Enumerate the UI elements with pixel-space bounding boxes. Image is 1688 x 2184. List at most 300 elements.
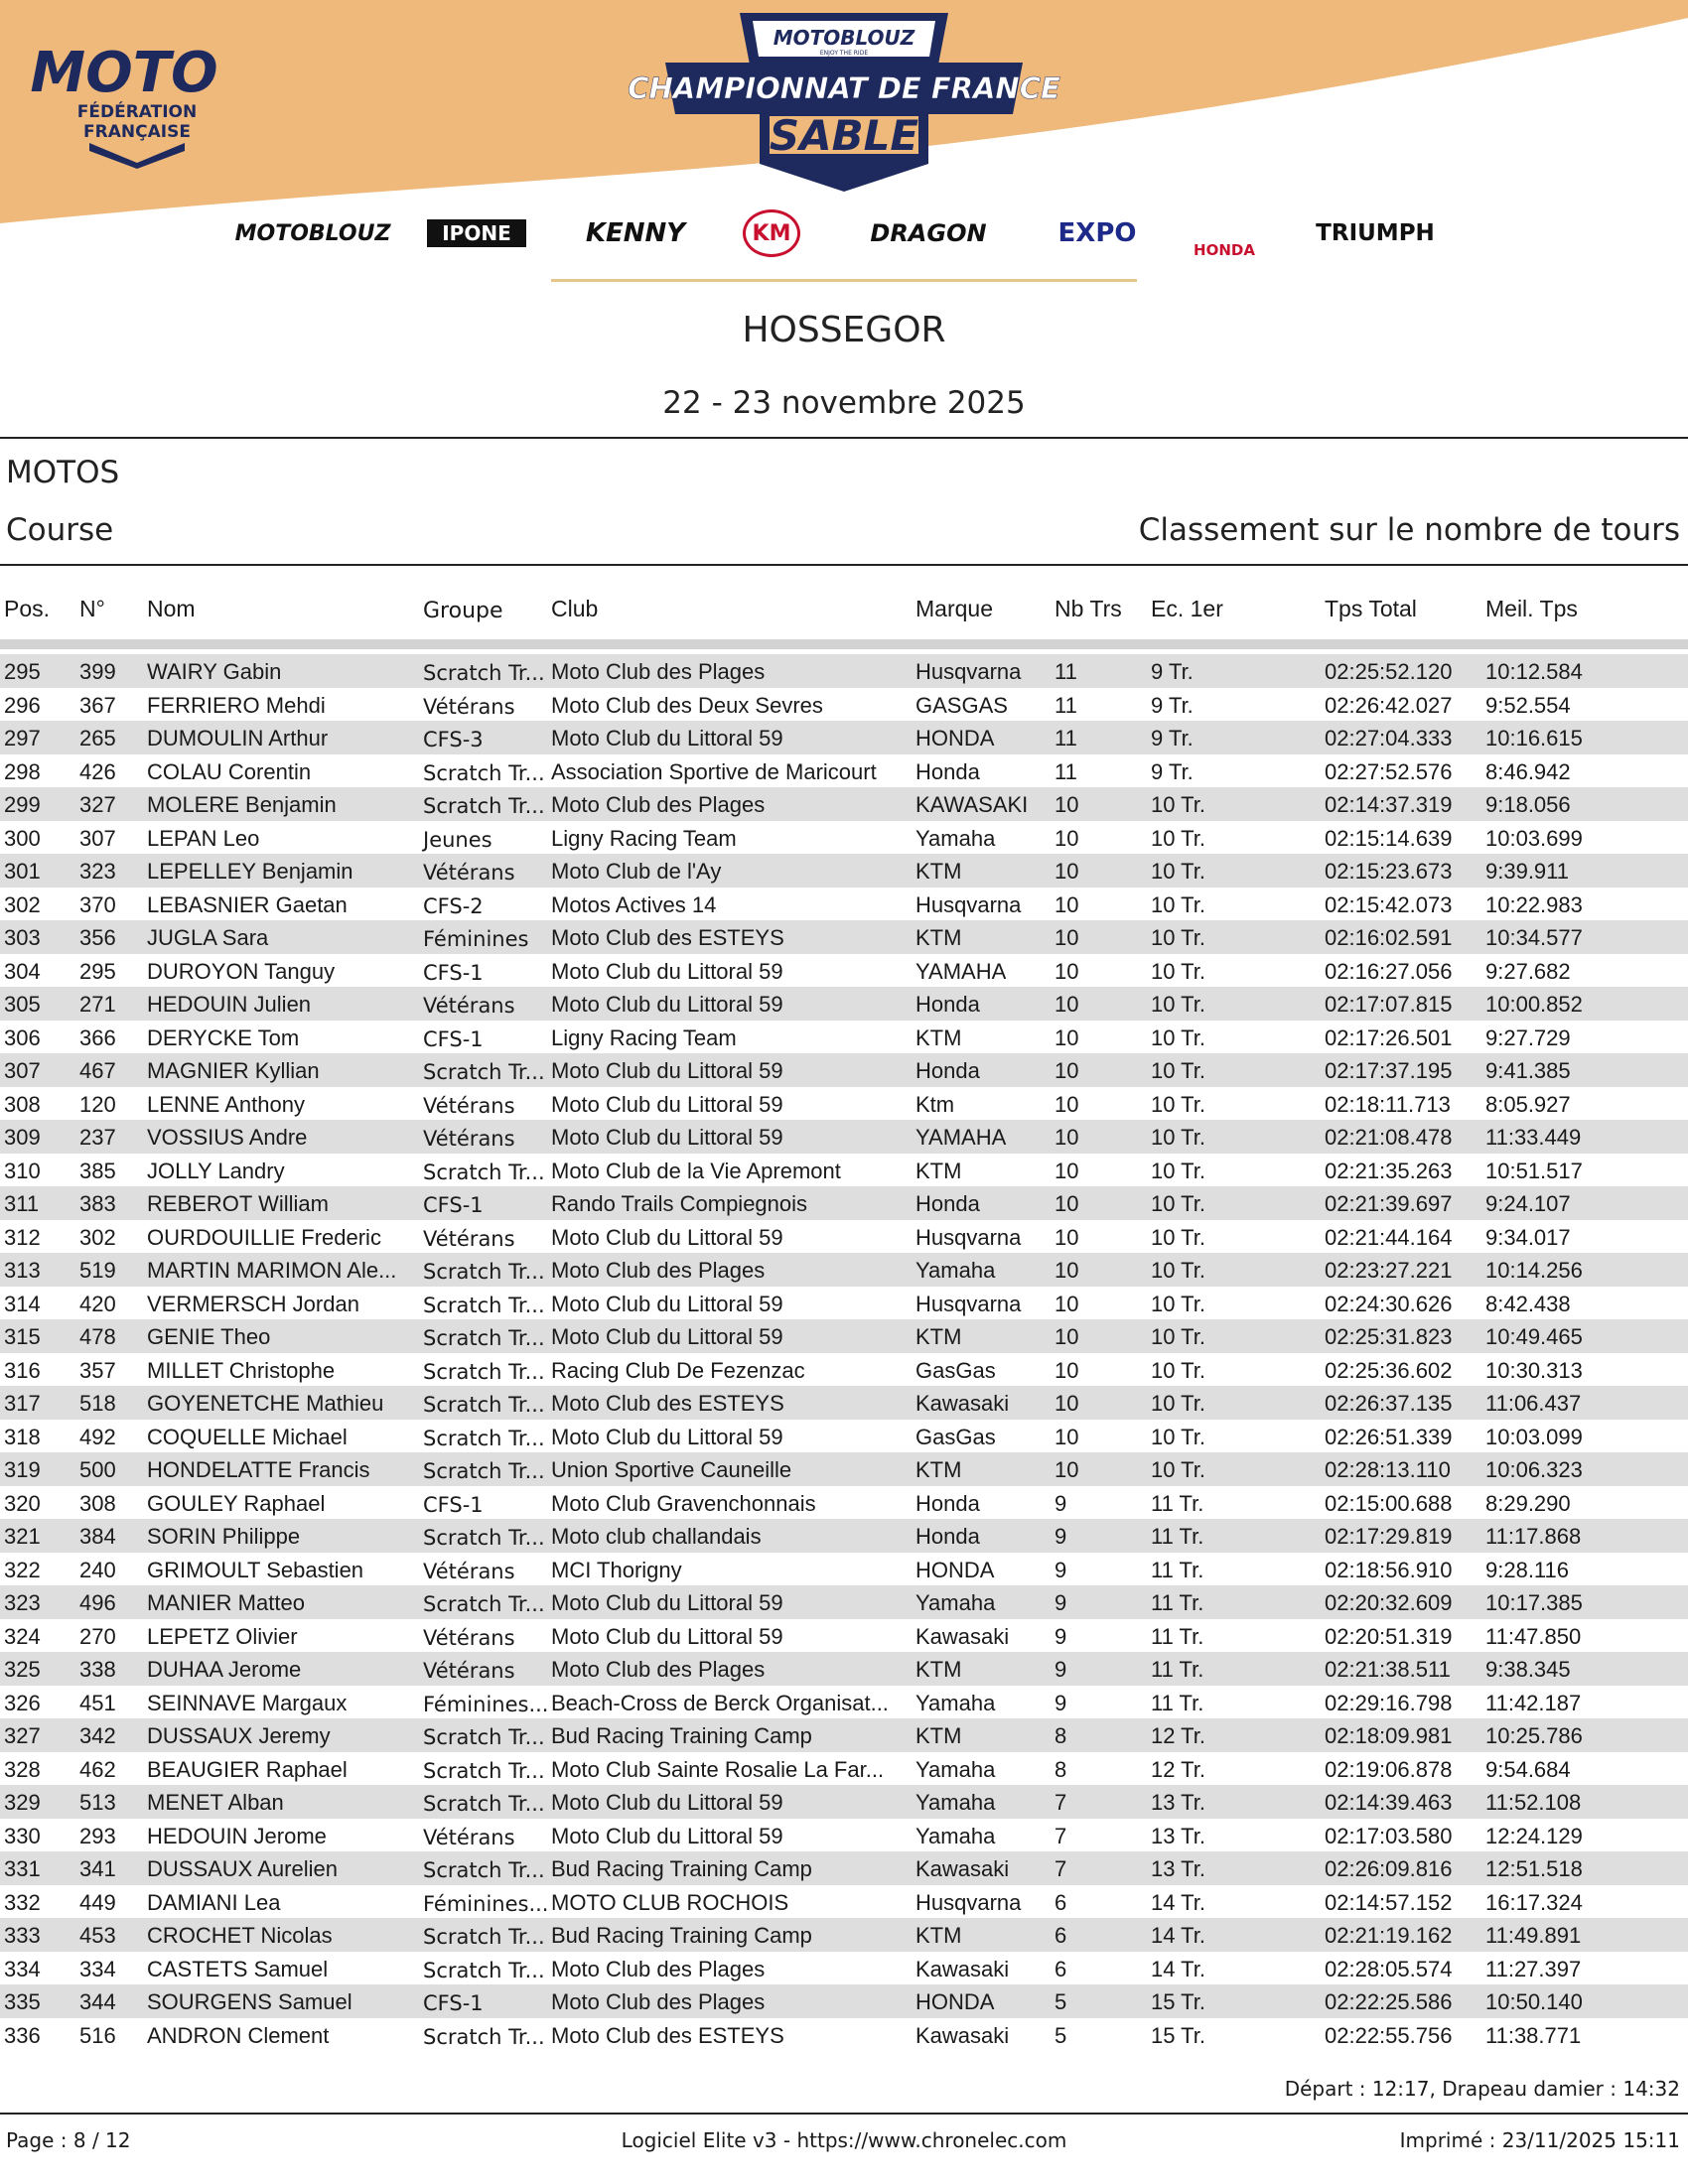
cell-nb-trs: 10 (1055, 1457, 1079, 1482)
cell-marque: Kawasaki (915, 2022, 1010, 2048)
cell-nom: LEPELLEY Benjamin (147, 859, 353, 884)
cell-num: 500 (79, 1457, 116, 1482)
cell-club: Bud Racing Training Camp (551, 1723, 812, 1748)
cell-nom: LEBASNIER Gaetan (147, 891, 348, 917)
col-meil-tps: Meil. Tps (1485, 596, 1578, 621)
cell-club: Moto Club des Plages (551, 659, 766, 684)
cell-tps-total: 02:16:27.056 (1325, 958, 1453, 984)
cell-nb-trs: 6 (1055, 1923, 1067, 1948)
cell-meil-tps: 9:39.911 (1485, 859, 1570, 884)
table-row (0, 1253, 1688, 1287)
cell-num: 327 (79, 792, 116, 817)
cell-tps-total: 02:15:00.688 (1325, 1490, 1453, 1516)
table-row (0, 1452, 1688, 1486)
cell-pos: 332 (4, 1889, 41, 1915)
cell-ec-1er: 13 Tr. (1151, 1823, 1206, 1848)
cell-meil-tps: 9:18.056 (1485, 792, 1571, 817)
cell-pos: 331 (4, 1856, 41, 1881)
cell-meil-tps: 10:51.517 (1485, 1158, 1583, 1183)
cell-meil-tps: 11:52.108 (1485, 1790, 1582, 1815)
cell-marque: KTM (915, 925, 962, 950)
cell-ec-1er: 11 Tr. (1151, 1623, 1204, 1649)
cell-tps-total: 02:21:39.697 (1325, 1191, 1453, 1216)
cell-num: 341 (79, 1856, 116, 1881)
cell-meil-tps: 9:28.116 (1485, 1557, 1570, 1582)
cell-club: Moto Club des Plages (551, 1956, 766, 1981)
table-row (0, 1851, 1688, 1885)
cell-club: Moto Club de l'Ay (551, 859, 722, 884)
col-ec-1er: Ec. 1er (1151, 596, 1223, 621)
cell-groupe: CFS-1 (423, 1193, 484, 1217)
cell-num: 307 (79, 825, 116, 851)
cell-nb-trs: 9 (1055, 1524, 1067, 1549)
cell-marque: KTM (915, 1923, 962, 1948)
cell-nom: ANDRON Clement (147, 2022, 330, 2048)
cell-num: 308 (79, 1490, 116, 1516)
cell-ec-1er: 10 Tr. (1151, 1457, 1206, 1482)
cell-marque: KTM (915, 1457, 962, 1482)
cell-pos: 304 (4, 958, 41, 984)
cell-marque: KTM (915, 1024, 962, 1050)
table-row (0, 1220, 1688, 1254)
cell-pos: 323 (4, 1590, 41, 1615)
cell-meil-tps: 9:41.385 (1485, 1058, 1571, 1083)
cell-num: 449 (79, 1889, 116, 1915)
cell-club: Moto Club des ESTEYS (551, 2022, 784, 2048)
championship-logo-line1: CHAMPIONNAT DE FRANCE (628, 71, 1060, 105)
cell-nb-trs: 11 (1055, 726, 1077, 751)
table-row (0, 1686, 1688, 1719)
cell-tps-total: 02:26:09.816 (1325, 1856, 1453, 1881)
cell-groupe: Vétérans (423, 994, 515, 1018)
cell-groupe: Vétérans (423, 1559, 515, 1583)
cell-groupe: CFS-1 (423, 1026, 484, 1051)
table-row (0, 887, 1688, 921)
cell-nb-trs: 10 (1055, 1424, 1079, 1449)
cell-groupe: CFS-1 (423, 1492, 484, 1517)
cell-ec-1er: 10 Tr. (1151, 1357, 1206, 1383)
cell-tps-total: 02:17:07.815 (1325, 992, 1453, 1017)
col-pos: Pos. (4, 596, 51, 621)
cell-num: 370 (79, 891, 116, 917)
cell-club: Rando Trails Compiegnois (551, 1191, 808, 1216)
cell-ec-1er: 12 Tr. (1151, 1756, 1206, 1782)
col-nom: Nom (147, 596, 196, 621)
col-tps-total: Tps Total (1325, 596, 1417, 621)
cell-meil-tps: 10:14.256 (1485, 1258, 1583, 1283)
cell-ec-1er: 13 Tr. (1151, 1856, 1206, 1881)
cell-nb-trs: 10 (1055, 1224, 1079, 1250)
cell-num: 237 (79, 1125, 116, 1150)
cell-groupe: Scratch Tr... (423, 1526, 545, 1550)
cell-groupe: Scratch Tr... (423, 1958, 545, 1982)
cell-meil-tps: 12:24.129 (1485, 1823, 1583, 1848)
cell-num: 342 (79, 1723, 116, 1748)
cell-nb-trs: 8 (1055, 1723, 1067, 1748)
cell-nb-trs: 6 (1055, 1889, 1067, 1915)
sponsor-km-logo: KM (743, 209, 800, 257)
cell-num: 302 (79, 1224, 116, 1250)
table-row (0, 1585, 1688, 1619)
cell-num: 496 (79, 1590, 116, 1615)
cell-nom: MARTIN MARIMON Ale... (147, 1258, 397, 1283)
cell-meil-tps: 10:49.465 (1485, 1324, 1583, 1349)
cell-meil-tps: 10:30.313 (1485, 1357, 1583, 1383)
cell-nb-trs: 9 (1055, 1557, 1067, 1582)
cell-meil-tps: 11:38.771 (1485, 2022, 1582, 2048)
sponsor-ipone-logo: IPONE (427, 219, 526, 247)
cell-nb-trs: 7 (1055, 1856, 1067, 1881)
cell-ec-1er: 10 Tr. (1151, 1324, 1206, 1349)
cell-nom: MOLERE Benjamin (147, 792, 337, 817)
cell-meil-tps: 11:47.850 (1485, 1623, 1582, 1649)
table-row (0, 1885, 1688, 1919)
cell-tps-total: 02:18:09.981 (1325, 1723, 1453, 1748)
table-row (0, 1519, 1688, 1553)
cell-ec-1er: 10 Tr. (1151, 792, 1206, 817)
cell-ec-1er: 10 Tr. (1151, 825, 1206, 851)
cell-marque: Kawasaki (915, 1623, 1010, 1649)
cell-ec-1er: 11 Tr. (1151, 1590, 1204, 1615)
cell-ec-1er: 10 Tr. (1151, 1158, 1206, 1183)
ffm-logo-moto: MOTO (30, 41, 218, 105)
cell-club: Moto Club du Littoral 59 (551, 992, 783, 1017)
cell-club: Moto Club des ESTEYS (551, 925, 784, 950)
cell-nom: LEPETZ Olivier (147, 1623, 298, 1649)
cell-club: MOTO CLUB ROCHOIS (551, 1889, 789, 1915)
cell-tps-total: 02:21:19.162 (1325, 1923, 1453, 1948)
cell-groupe: Scratch Tr... (423, 661, 545, 685)
table-row (0, 1021, 1688, 1054)
cell-meil-tps: 9:38.345 (1485, 1657, 1571, 1682)
cell-pos: 302 (4, 891, 41, 917)
cell-marque: Husqvarna (915, 1224, 1022, 1250)
col-club: Club (551, 596, 599, 621)
cell-meil-tps: 9:34.017 (1485, 1224, 1571, 1250)
cell-nb-trs: 10 (1055, 825, 1079, 851)
table-row (0, 754, 1688, 788)
cell-nom: HONDELATTE Francis (147, 1457, 370, 1482)
cell-ec-1er: 11 Tr. (1151, 1524, 1204, 1549)
cell-num: 270 (79, 1623, 116, 1649)
cell-ec-1er: 11 Tr. (1151, 1490, 1204, 1516)
cell-nom: DUSSAUX Aurelien (147, 1856, 338, 1881)
results-table (0, 654, 1688, 2051)
cell-marque: Honda (915, 758, 980, 784)
cell-num: 271 (79, 992, 116, 1017)
table-row (0, 1386, 1688, 1420)
event-venue: HOSSEGOR (742, 310, 946, 350)
cell-nb-trs: 10 (1055, 1391, 1079, 1416)
cell-nom: COLAU Corentin (147, 758, 312, 784)
cell-nom: DUROYON Tanguy (147, 958, 336, 984)
cell-nom: MENET Alban (147, 1790, 284, 1815)
championship-logo-sponsor: MOTOBLOUZ (773, 26, 915, 50)
sponsor-motoblouz-logo: MOTOBLOUZ (234, 220, 391, 246)
cell-club: Moto Club des Plages (551, 1657, 766, 1682)
cell-nom: JUGLA Sara (147, 925, 269, 950)
cell-nb-trs: 10 (1055, 1357, 1079, 1383)
cell-nb-trs: 10 (1055, 1058, 1079, 1083)
cell-meil-tps: 10:25.786 (1485, 1723, 1583, 1748)
cell-groupe: CFS-1 (423, 1991, 484, 2015)
cell-meil-tps: 8:05.927 (1485, 1091, 1571, 1117)
cell-tps-total: 02:21:35.263 (1325, 1158, 1453, 1183)
cell-marque: Yamaha (915, 1823, 996, 1848)
cell-nom: BEAUGIER Raphael (147, 1756, 348, 1782)
cell-num: 426 (79, 758, 116, 784)
cell-nom: GRIMOULT Sebastien (147, 1557, 364, 1582)
cell-club: Moto Club du Littoral 59 (551, 1224, 783, 1250)
table-row (0, 1186, 1688, 1220)
cell-pos: 296 (4, 692, 41, 718)
cell-groupe: Vétérans (423, 1825, 515, 1849)
cell-club: Moto Club du Littoral 59 (551, 1623, 783, 1649)
cell-tps-total: 02:24:30.626 (1325, 1291, 1453, 1316)
cell-nb-trs: 10 (1055, 1191, 1079, 1216)
cell-nom: SORIN Philippe (147, 1524, 301, 1549)
ffm-logo-chevron (89, 143, 185, 169)
cell-club: Beach-Cross de Berck Organisat... (551, 1690, 889, 1715)
cell-nb-trs: 10 (1055, 925, 1079, 950)
cell-meil-tps: 9:27.729 (1485, 1024, 1571, 1050)
cell-nom: DUHAA Jerome (147, 1657, 302, 1682)
cell-club: Union Sportive Cauneille (551, 1457, 792, 1482)
cell-marque: Honda (915, 1058, 980, 1083)
cell-meil-tps: 11:27.397 (1485, 1956, 1582, 1981)
cell-nom: JOLLY Landry (147, 1158, 285, 1183)
cell-nb-trs: 9 (1055, 1623, 1067, 1649)
cell-groupe: Scratch Tr... (423, 1326, 545, 1350)
cell-ec-1er: 9 Tr. (1151, 659, 1194, 684)
cell-marque: HONDA (915, 726, 995, 751)
cell-pos: 301 (4, 859, 41, 884)
table-row (0, 1287, 1688, 1320)
cell-marque: KTM (915, 1158, 962, 1183)
cell-pos: 315 (4, 1324, 41, 1349)
cell-meil-tps: 10:22.983 (1485, 891, 1583, 917)
cell-groupe: Vétérans (423, 861, 515, 885)
cell-num: 338 (79, 1657, 116, 1682)
cell-club: Moto Club des Plages (551, 1258, 766, 1283)
cell-ec-1er: 11 Tr. (1151, 1690, 1204, 1715)
cell-ec-1er: 14 Tr. (1151, 1889, 1206, 1915)
sponsor-honda-logo: HONDA (1194, 241, 1255, 259)
cell-meil-tps: 10:50.140 (1485, 1989, 1583, 2014)
cell-pos: 328 (4, 1756, 41, 1782)
cell-marque: Husqvarna (915, 1291, 1022, 1316)
cell-club: Moto Club du Littoral 59 (551, 1091, 783, 1117)
cell-ec-1er: 10 Tr. (1151, 1424, 1206, 1449)
cell-club: Moto Club du Littoral 59 (551, 958, 783, 984)
cell-pos: 326 (4, 1690, 41, 1715)
cell-groupe: Scratch Tr... (423, 1160, 545, 1184)
cell-num: 265 (79, 726, 116, 751)
page-number: Page : 8 / 12 (6, 2128, 131, 2152)
cell-pos: 310 (4, 1158, 41, 1183)
table-row (0, 787, 1688, 821)
table-row (0, 721, 1688, 754)
cell-tps-total: 02:28:13.110 (1325, 1457, 1451, 1482)
table-row (0, 1553, 1688, 1586)
cell-tps-total: 02:17:26.501 (1325, 1024, 1453, 1050)
cell-nom: GOULEY Raphael (147, 1490, 326, 1516)
cell-meil-tps: 10:16.615 (1485, 726, 1583, 751)
cell-groupe: Vétérans (423, 1226, 515, 1251)
cell-tps-total: 02:15:23.673 (1325, 859, 1453, 884)
category-title: MOTOS (6, 455, 120, 490)
cell-tps-total: 02:21:08.478 (1325, 1125, 1453, 1150)
cell-pos: 324 (4, 1623, 41, 1649)
cell-nb-trs: 10 (1055, 992, 1079, 1017)
cell-groupe: Scratch Tr... (423, 2024, 545, 2049)
cell-pos: 308 (4, 1091, 41, 1117)
cell-ec-1er: 10 Tr. (1151, 1191, 1206, 1216)
cell-nb-trs: 10 (1055, 1258, 1079, 1283)
table-row (0, 920, 1688, 954)
cell-pos: 318 (4, 1424, 41, 1449)
cell-tps-total: 02:14:39.463 (1325, 1790, 1453, 1815)
cell-num: 357 (79, 1357, 116, 1383)
event-dates: 22 - 23 novembre 2025 (662, 385, 1026, 421)
header-gold-line (551, 279, 1137, 282)
cell-groupe: Scratch Tr... (423, 794, 545, 818)
cell-ec-1er: 14 Tr. (1151, 1956, 1206, 1981)
cell-marque: Kawasaki (915, 1956, 1010, 1981)
cell-num: 366 (79, 1024, 116, 1050)
cell-ec-1er: 12 Tr. (1151, 1723, 1206, 1748)
session-title: Course (6, 512, 114, 548)
cell-nb-trs: 10 (1055, 1091, 1079, 1117)
cell-tps-total: 02:26:42.027 (1325, 692, 1453, 718)
cell-club: MCI Thorigny (551, 1557, 682, 1582)
cell-tps-total: 02:15:14.639 (1325, 825, 1453, 851)
cell-num: 399 (79, 659, 116, 684)
cell-club: Moto Club du Littoral 59 (551, 1058, 783, 1083)
cell-nb-trs: 10 (1055, 1158, 1079, 1183)
cell-tps-total: 02:25:31.823 (1325, 1324, 1453, 1349)
table-header (0, 594, 1688, 625)
col-marque: Marque (915, 596, 993, 621)
championship-logo-line2: SABLE (769, 111, 919, 160)
cell-nom: SEINNAVE Margaux (147, 1690, 348, 1715)
cell-tps-total: 02:19:06.878 (1325, 1756, 1453, 1782)
cell-club: Moto Club de la Vie Apremont (551, 1158, 841, 1183)
cell-nom: REBEROT William (147, 1191, 329, 1216)
cell-ec-1er: 15 Tr. (1151, 2022, 1206, 2048)
cell-nom: DAMIANI Lea (147, 1889, 281, 1915)
cell-nb-trs: 7 (1055, 1790, 1067, 1815)
table-row (0, 1619, 1688, 1653)
cell-marque: YAMAHA (915, 958, 1007, 984)
cell-nom: FERRIERO Mehdi (147, 692, 326, 718)
cell-nb-trs: 9 (1055, 1690, 1067, 1715)
cell-marque: Kawasaki (915, 1391, 1010, 1416)
cell-nom: LENNE Anthony (147, 1091, 305, 1117)
table-row (0, 1819, 1688, 1852)
cell-nom: LEPAN Leo (147, 825, 260, 851)
cell-meil-tps: 8:42.438 (1485, 1291, 1571, 1316)
cell-groupe: Scratch Tr... (423, 1260, 545, 1284)
cell-ec-1er: 14 Tr. (1151, 1923, 1206, 1948)
cell-groupe: Vétérans (423, 1093, 515, 1118)
cell-nb-trs: 11 (1055, 659, 1077, 684)
cell-num: 492 (79, 1424, 116, 1449)
cell-nom: VOSSIUS Andre (147, 1125, 308, 1150)
cell-meil-tps: 10:34.577 (1485, 925, 1583, 950)
cell-meil-tps: 10:17.385 (1485, 1590, 1583, 1615)
cell-nom: GENIE Theo (147, 1324, 271, 1349)
cell-num: 383 (79, 1191, 116, 1216)
cell-tps-total: 02:25:36.602 (1325, 1357, 1453, 1383)
cell-nom: SOURGENS Samuel (147, 1989, 352, 2014)
table-row (0, 1087, 1688, 1121)
cell-num: 385 (79, 1158, 116, 1183)
cell-groupe: Féminines... (423, 1891, 549, 1916)
cell-tps-total: 02:20:51.319 (1325, 1623, 1453, 1649)
cell-num: 293 (79, 1823, 116, 1848)
cell-nom: DERYCKE Tom (147, 1024, 300, 1050)
cell-nb-trs: 10 (1055, 1125, 1079, 1150)
cell-meil-tps: 10:00.852 (1485, 992, 1583, 1017)
cell-ec-1er: 10 Tr. (1151, 1224, 1206, 1250)
footer-divider (0, 2113, 1688, 2115)
sponsor-expo-logo: EXPO (1057, 218, 1137, 248)
cell-nb-trs: 10 (1055, 792, 1079, 817)
cell-pos: 335 (4, 1989, 41, 2014)
cell-ec-1er: 10 Tr. (1151, 1091, 1206, 1117)
cell-num: 420 (79, 1291, 116, 1316)
software-credit: Logiciel Elite v3 - https://www.chronelec.com (621, 2128, 1067, 2152)
cell-marque: Honda (915, 1490, 980, 1516)
cell-groupe: Vétérans (423, 1659, 515, 1683)
cell-meil-tps: 12:51.518 (1485, 1856, 1583, 1881)
cell-nb-trs: 11 (1055, 758, 1077, 784)
cell-meil-tps: 11:49.891 (1485, 1923, 1582, 1948)
cell-tps-total: 02:15:42.073 (1325, 891, 1453, 917)
cell-marque: Ktm (915, 1091, 955, 1117)
table-row (0, 987, 1688, 1021)
table-row (0, 654, 1688, 688)
cell-pos: 333 (4, 1923, 41, 1948)
cell-marque: Yamaha (915, 1790, 996, 1815)
cell-groupe: Vétérans (423, 1625, 515, 1650)
cell-meil-tps: 9:54.684 (1485, 1756, 1571, 1782)
cell-marque: Honda (915, 1524, 980, 1549)
cell-groupe: CFS-1 (423, 960, 484, 985)
cell-tps-total: 02:21:38.511 (1325, 1657, 1451, 1682)
cell-nb-trs: 9 (1055, 1490, 1067, 1516)
cell-ec-1er: 10 Tr. (1151, 891, 1206, 917)
cell-groupe: Scratch Tr... (423, 1393, 545, 1417)
cell-ec-1er: 9 Tr. (1151, 692, 1194, 718)
cell-groupe: Vétérans (423, 1127, 515, 1151)
table-row (0, 1785, 1688, 1819)
cell-num: 120 (79, 1091, 116, 1117)
cell-meil-tps: 10:12.584 (1485, 659, 1583, 684)
cell-marque: HONDA (915, 1557, 995, 1582)
cell-club: Ligny Racing Team (551, 1024, 737, 1050)
print-date: Imprimé : 23/11/2025 15:11 (1399, 2128, 1680, 2152)
cell-tps-total: 02:14:37.319 (1325, 792, 1453, 817)
cell-tps-total: 02:27:04.333 (1325, 726, 1453, 751)
cell-pos: 311 (4, 1191, 40, 1216)
table-row (0, 1918, 1688, 1952)
cell-pos: 316 (4, 1357, 41, 1383)
table-row (0, 1752, 1688, 1786)
cell-tps-total: 02:16:02.591 (1325, 925, 1453, 950)
cell-nb-trs: 5 (1055, 2022, 1067, 2048)
